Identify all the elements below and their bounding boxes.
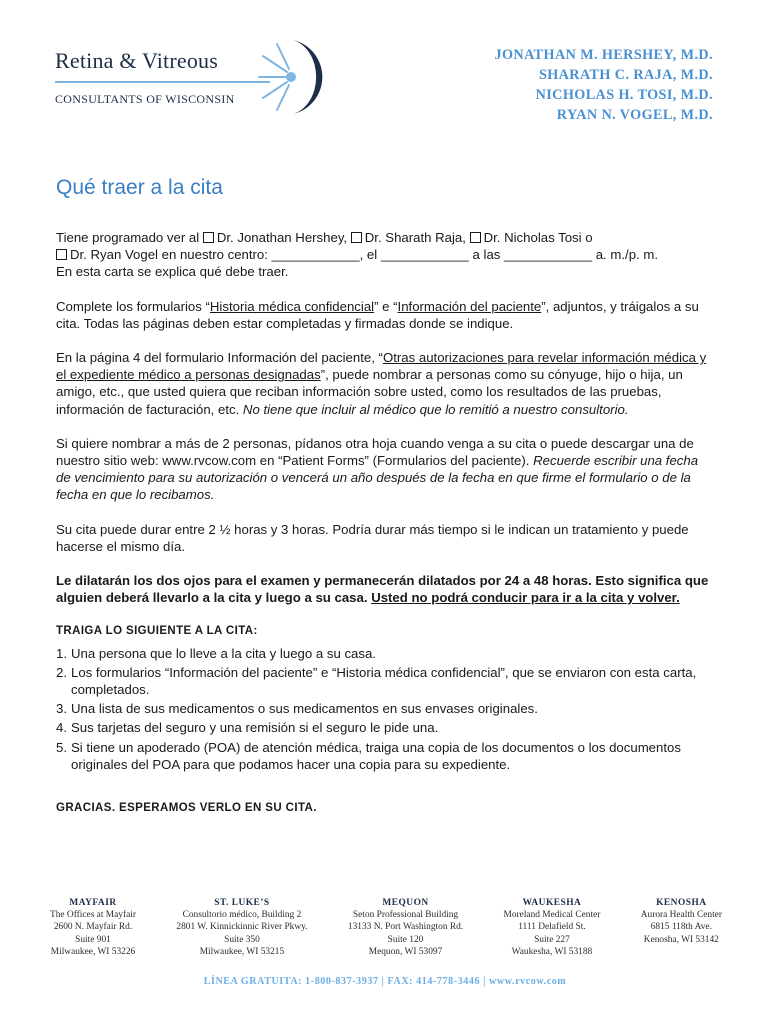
text: Dr. Jonathan Hershey, [216, 230, 351, 245]
text: En esta carta se explica qué debe traer. [56, 264, 289, 280]
location-line: 6815 118th Ave. [650, 922, 712, 933]
forms-paragraph [56, 298, 716, 332]
location-line: Seton Professional Building [352, 910, 459, 921]
closing-line: GRACIAS. ESPERAMOS VERLO EN SU CITA. [56, 802, 317, 815]
list-number: 1. [56, 645, 67, 661]
location-name: MAYFAIR [69, 898, 117, 908]
location-kenosha [641, 897, 722, 958]
location-line: Moreland Medical Center [503, 910, 601, 921]
location-name: KENOSHA [656, 898, 707, 908]
checkbox-raja[interactable] [351, 232, 362, 243]
text: Si quiere nombrar a más de 2 personas, pídanos otra hoja cuando venga a su cita o puede descargar una de nuestro sitio web: www.rvcow.com en “Patient Forms” (Formularios del paciente). [56, 435, 694, 469]
text: ” e “ [374, 298, 398, 314]
text: Dr. Ryan Vogel en nuestro centro: ____________, el ____________ a las ____________ a. m./p. m. [70, 247, 659, 263]
text: Complete los formularios “ [56, 298, 210, 314]
logo-subtitle: CONSULTANTS OF WISCONSIN [55, 92, 235, 106]
location-line: Mequon, WI 53097 [368, 946, 443, 957]
location-line: 2801 W. Kinnickinnic River Pkwy. [176, 922, 308, 933]
list-item [56, 719, 716, 736]
list-number: 5. [56, 739, 67, 755]
location-mayfair [50, 897, 136, 958]
checkbox-hershey[interactable] [203, 232, 214, 243]
doctor-name: JONATHAN M. HERSHEY, M.D. [494, 47, 713, 63]
text: ”, puede nombrar a personas como su cónyuge, hijo o hija, un amigo, etc., que usted quiera que reciban información sobre usted, como los resultados de las pruebas, información de facturación, etc. [56, 367, 683, 417]
list-item [56, 664, 716, 698]
list-item [56, 645, 716, 662]
location-line: Waukesha, WI 53188 [511, 946, 593, 957]
list-text: Sus tarjetas del seguro y una remisión si el seguro le pide una. [71, 720, 439, 736]
location-name: MEQUON [382, 898, 429, 908]
location-line: 2600 N. Mayfair Rd. [53, 922, 133, 933]
location-line: Aurora Health Center [640, 910, 722, 921]
location-line: Suite 120 [387, 934, 424, 945]
location-waukesha [504, 897, 601, 958]
location-line: Suite 227 [534, 934, 570, 945]
logo-name: Retina & Vitreous [55, 48, 218, 73]
location-line: Suite 350 [224, 934, 260, 945]
list-item [56, 739, 716, 773]
appointment-paragraph [56, 229, 716, 281]
additional-persons-paragraph [56, 435, 716, 504]
authorization-link[interactable]: Otras autorizaciones para revelar información médica y el expediente médico a personas designadas [56, 350, 707, 383]
text: Usted no podrá conducir para ir a la cita y volver. [371, 590, 680, 606]
location-st-lukes [176, 897, 307, 958]
text: Recuerde escribir una fecha de vencimiento para su autorización o vencerá un año después de la fecha en que firme el formulario o de la fecha en que lo recibamos. [56, 453, 699, 503]
duration-paragraph: Su cita puede durar entre 2 ½ horas y 3 horas. Podría durar más tiempo si le indican un tratamiento y puede hacerse el mismo día. [56, 521, 689, 554]
checkbox-vogel[interactable] [56, 249, 67, 260]
logo-divider [55, 81, 270, 83]
text: Dr. Sharath Raja, [364, 230, 470, 245]
page-title: Qué traer a la cita [56, 176, 223, 199]
checkbox-tosi[interactable] [470, 232, 481, 243]
doctor-name: RYAN N. VOGEL, M.D. [556, 107, 713, 123]
text: Le dilatarán los dos ojos para el examen y permanecerán dilatados por 24 a 48 horas. Esto significa que alguien deberá llevarlo a la cita y luego a su casa. [56, 573, 709, 606]
doctor-list [495, 45, 714, 125]
location-line: 1111 Delafield St. [518, 922, 586, 933]
list-number: 4. [56, 720, 67, 736]
text: Tiene programado ver al [56, 230, 203, 245]
list-text: Los formularios “Información del paciente” e “Historia médica confidencial”, que se enviaron con esta carta, completados. [71, 664, 697, 698]
list-number: 3. [56, 701, 67, 717]
list-number: 2. [56, 664, 67, 680]
list-text: Una lista de sus medicamentos o sus medicamentos en sus envases originales. [71, 701, 538, 717]
location-line: Milwaukee, WI 53226 [50, 946, 136, 957]
location-line: 13133 N. Port Washington Rd. [347, 922, 464, 933]
location-line: The Offices at Mayfair [50, 910, 136, 921]
text: ”, adjuntos, y tráigalos a su cita. Todas las páginas deben estar completadas y firmadas donde se indique. [56, 298, 699, 331]
list-heading: TRAIGA LO SIGUIENTE A LA CITA: [56, 625, 258, 638]
doctor-name: SHARATH C. RAJA, M.D. [538, 67, 713, 83]
authorization-paragraph [56, 349, 716, 418]
doctor-name: NICHOLAS H. TOSI, M.D. [535, 87, 713, 103]
text: Dr. Nicholas Tosi o [483, 230, 593, 245]
list-text: Si tiene un apoderado (POA) de atención médica, traiga una copia de los documentos o los documentos originales del POA para que podamos hacer una copia para su expediente. [71, 739, 681, 772]
list-item [56, 700, 716, 717]
location-name: WAUKESHA [522, 898, 582, 908]
location-line: Suite 901 [75, 934, 111, 945]
location-name: ST. LUKE’S [214, 898, 270, 908]
practice-logo [55, 44, 345, 114]
patient-info-link[interactable]: Información del paciente [397, 298, 542, 314]
locations-footer [50, 897, 722, 958]
letter-body [56, 229, 716, 817]
location-mequon [348, 897, 463, 958]
dilation-paragraph [56, 572, 716, 606]
list-text: Una persona que lo lleve a la cita y luego a su casa. [71, 645, 376, 661]
eye-logo-icon [255, 36, 330, 118]
location-line: Consultorio médico, Building 2 [182, 910, 302, 921]
text: En la página 4 del formulario Información del paciente, “ [56, 350, 383, 366]
contact-line: LÍNEA GRATUITA: 1-800-837-3937 | FAX: 414-778-3446 | www.rvcow.com [203, 976, 567, 987]
location-line: Kenosha, WI 53142 [643, 934, 719, 945]
location-line: Milwaukee, WI 53215 [199, 946, 285, 957]
text: No tiene que incluir al médico que lo remitió a nuestro consultorio. [242, 401, 629, 417]
medical-history-link[interactable]: Historia médica confidencial [209, 298, 375, 314]
bring-list [56, 645, 716, 773]
